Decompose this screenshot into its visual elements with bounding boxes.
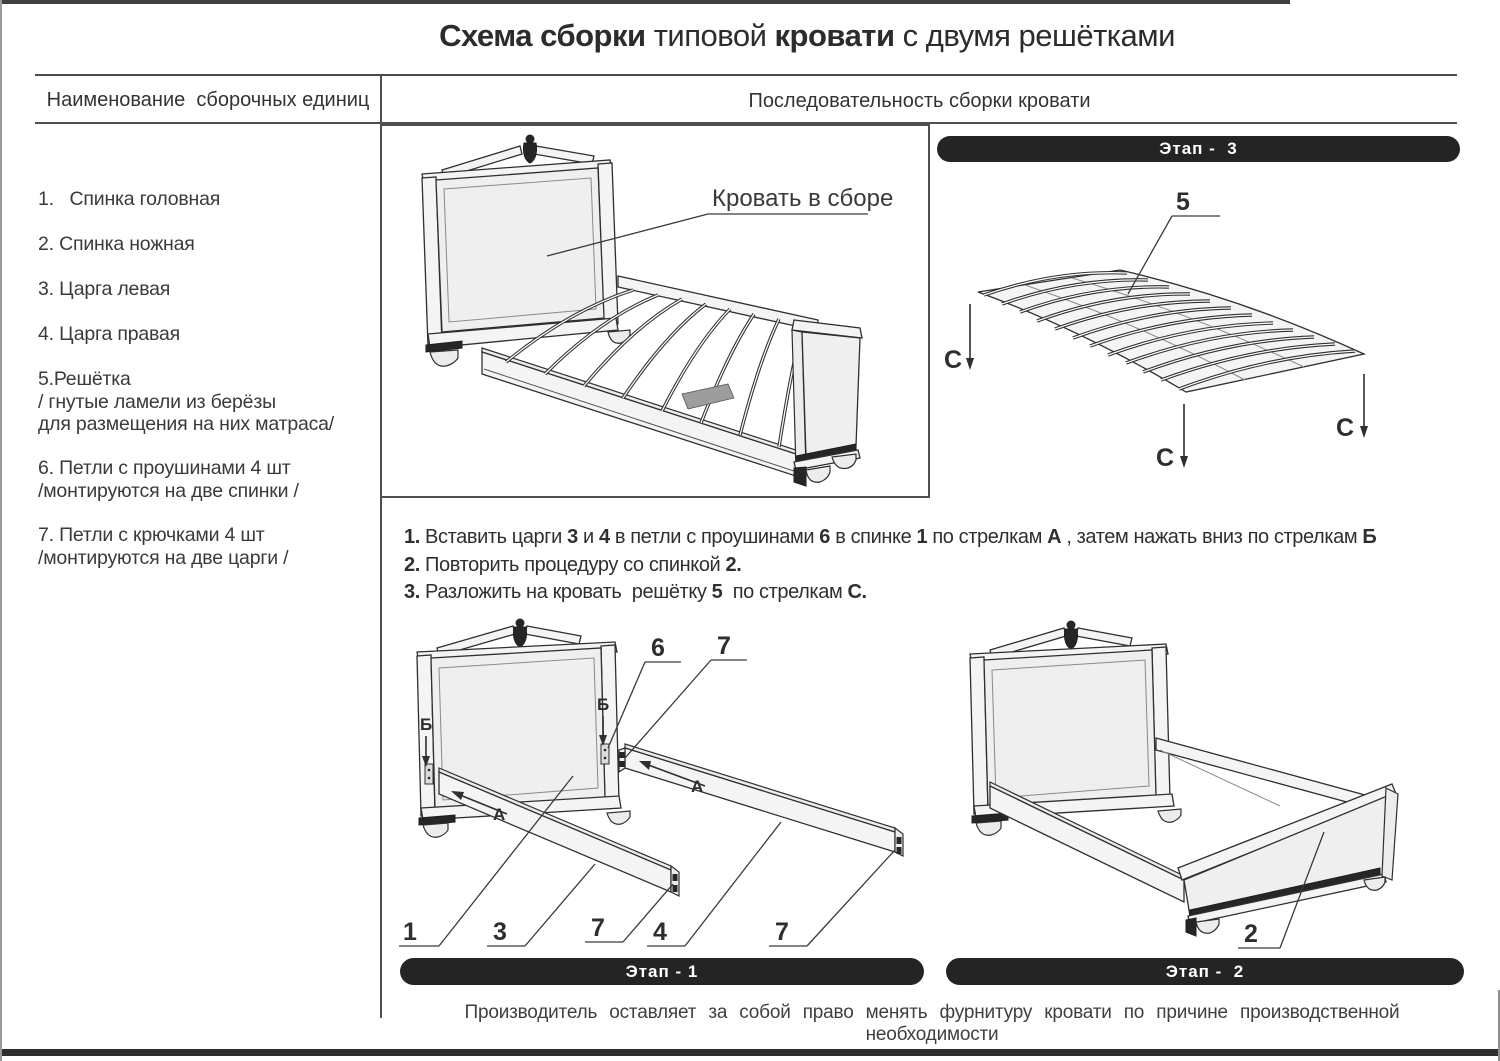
assembly-instructions [404,524,1479,607]
stage1-arrow-a-left: А [493,805,506,824]
instruction-step-1: 1. Вставить царги 3 и 4 в петли с проушинами 6 в спинке 1 по стрелкам А , затем нажать вниз по стрелкам Б [404,526,1377,548]
part-item-6 [38,457,383,502]
part-item-6-line1: 6. Петли с проушинами 4 шт [38,457,291,479]
assembled-bed-drawing [382,126,928,496]
part-item-1-text: 1. Спинка головная [38,188,221,210]
title-regular-1: типовой [645,18,775,53]
stage1-callout-4: 4 [653,918,667,946]
part-item-7 [38,524,383,569]
part-item-7-line2: /монтируются на две царги / [38,546,289,569]
stage-1-pill: Этап - 1 [400,958,924,985]
title-bold-1: Схема сборки [439,18,646,53]
part-item-2-text: 2. Спинка ножная [38,233,195,255]
stage-2-frame-drawing [940,618,1500,952]
part-item-5-line3: для размещения на них матраса/ [38,413,335,435]
stage-3-slat-grid-drawing [930,164,1500,512]
stage3-callout-5: 5 [1176,188,1190,216]
title-underline [35,74,1457,76]
page-border-bottom [0,1049,1500,1056]
stage1-callout-1: 1 [403,918,417,946]
part-item-5 [38,368,383,436]
right-column-header: Последовательность сборки кровати [748,90,1091,112]
title-bold-2: кровати [774,18,895,53]
stage1-arrow-a-right: А [691,777,704,796]
part-item-4 [38,323,383,346]
part-item-3 [38,278,383,301]
stage1-callout-7-mid: 7 [591,914,605,942]
part-item-5-line2: / гнутые ламели из берёзы [38,390,276,413]
part-item-3-text: 3. Царга левая [38,278,171,300]
part-item-1 [38,188,383,211]
part-item-4-text: 4. Царга правая [38,323,180,345]
title-regular-2: с двумя решётками [894,18,1175,53]
stage1-arrow-b-left: Б [420,715,433,734]
stage1-arrow-b-right: Б [597,695,610,714]
stage1-callout-7-top: 7 [717,632,731,660]
stage3-arrow-c-right: C [1336,414,1355,442]
left-column-header: Наименование сборочных единиц [46,89,370,111]
page-border-left [0,0,2,1061]
stage1-callout-6: 6 [651,634,665,662]
stage-2-pill: Этап - 2 [946,958,1464,985]
part-item-5-line1: 5.Решётка [38,368,131,390]
manufacturer-note: Производитель оставляет за собой право менять фурнитуру кровати по причине производственной необходимости [464,1002,1400,1045]
assembled-bed-label: Кровать в сборе [712,185,894,212]
instruction-step-3: 3. Разложить на кровать решётку 5 по стрелкам С. [404,581,867,603]
part-item-2 [38,233,383,256]
stage3-arrow-c-bottom: C [1156,444,1175,472]
stage-3-pill: Этап - 3 [937,136,1460,162]
instruction-step-2: 2. Повторить процедуру со спинкой 2. [404,553,742,576]
stage1-callout-7-right: 7 [775,918,789,946]
part-item-7-line1: 7. Петли с крючками 4 шт [38,524,265,546]
stage2-callout-2: 2 [1244,920,1258,948]
stage-1-headboard-rails-drawing [395,618,935,952]
page-title [122,18,1492,54]
page-border-top [0,0,1290,4]
stage3-arrow-c-left: C [944,346,963,374]
part-item-6-line2: /монтируются на две спинки / [38,479,299,502]
stage1-callout-3: 3 [493,918,507,946]
